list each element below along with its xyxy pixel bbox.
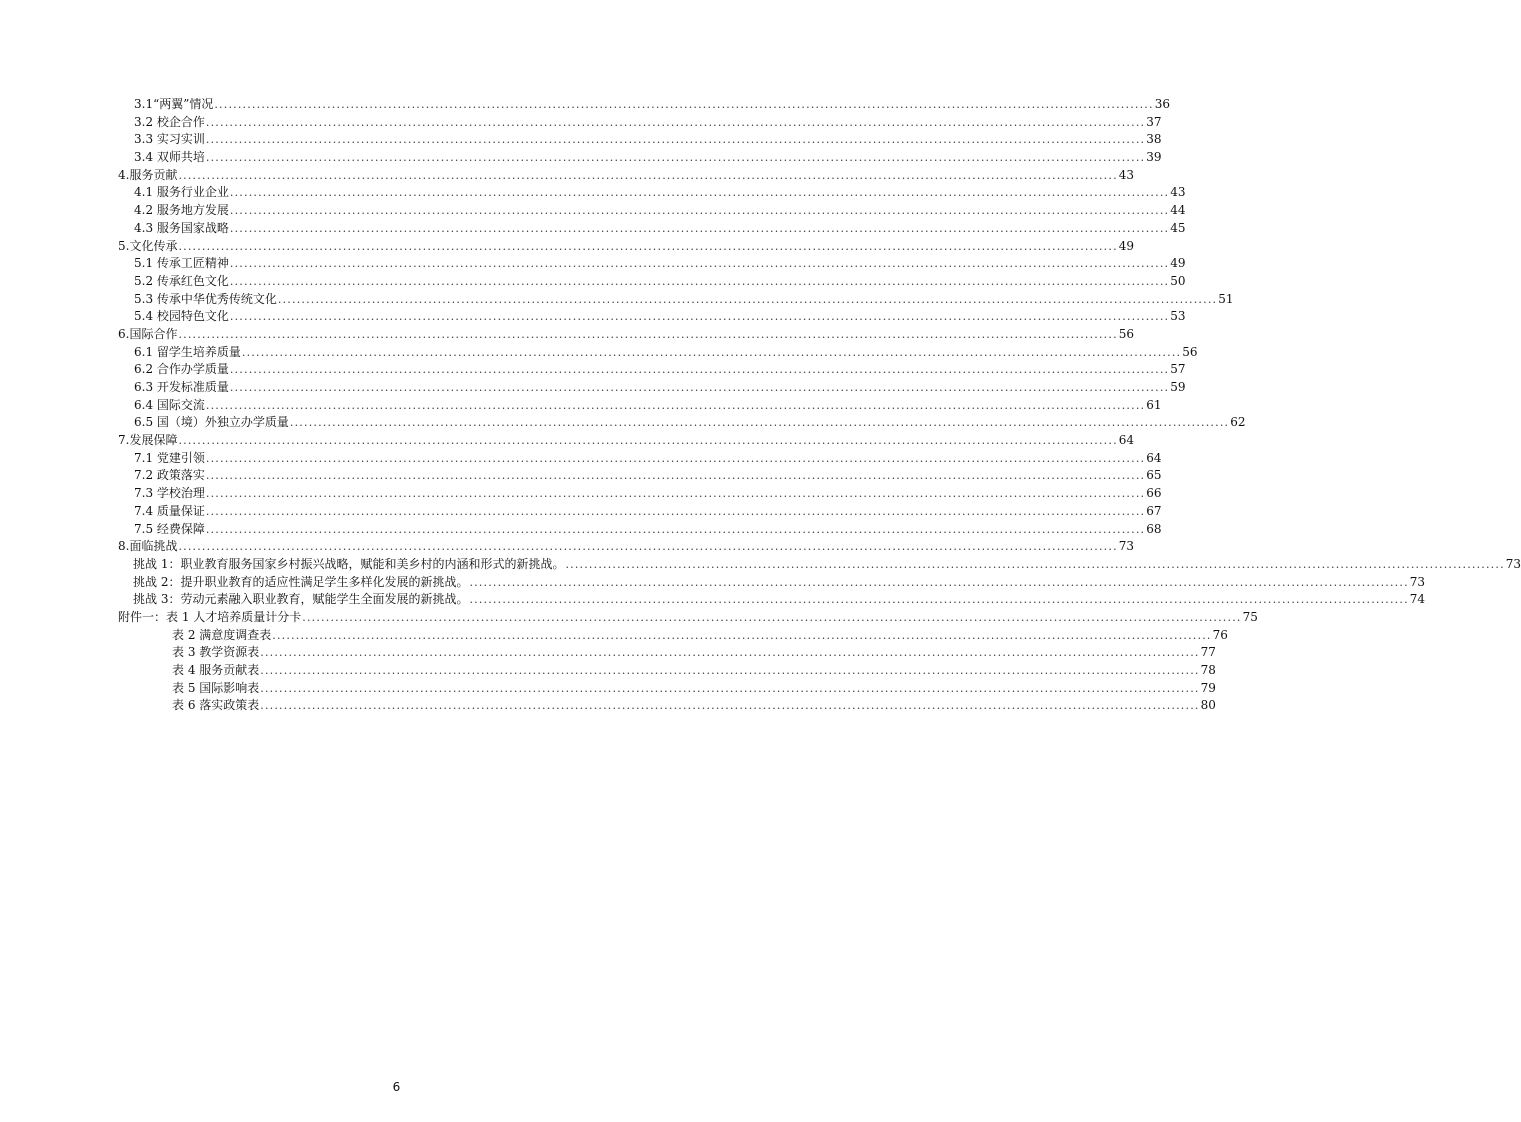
toc-leader-dots: ........................................................................................................................................................................................................: [260, 699, 1200, 713]
toc-entry-page: 79: [1200, 680, 1216, 695]
toc-entry-page: 65: [1146, 468, 1162, 483]
toc-entry-page: 38: [1146, 132, 1162, 147]
toc-entry-page: 57: [1170, 362, 1186, 377]
toc-entry[interactable]: [118, 114, 1162, 132]
toc-entry[interactable]: [118, 308, 1186, 326]
toc-entry-page: 45: [1170, 220, 1186, 235]
toc-entry-title: 挑战 3：劳动元素融入职业教育，赋能学生全面发展的新挑战。: [133, 592, 469, 607]
toc-leader-dots: ........................................................................................................................................................................................................: [277, 292, 1218, 306]
toc-entry[interactable]: [118, 485, 1162, 503]
toc-entry-page: 68: [1146, 521, 1162, 536]
toc-leader-dots: ........................................................................................................................................................................................................: [205, 451, 1146, 465]
toc-leader-dots: ........................................................................................................................................................................................................: [178, 540, 1118, 554]
toc-leader-dots: ........................................................................................................................................................................................................: [260, 664, 1200, 677]
toc-entry-page: 56: [1118, 326, 1135, 341]
toc-entry-title: 7.1 党建引领: [134, 450, 205, 465]
toc-entry-title: 挑战 1：职业教育服务国家乡村振兴战略，赋能和美乡村的内涵和形式的新挑战。: [133, 556, 565, 571]
toc-entry[interactable]: [118, 184, 1186, 202]
toc-entry-title: 4.2 服务地方发展: [134, 203, 229, 218]
toc-leader-dots: ........................................................................................................................................................................................................: [205, 115, 1146, 129]
toc-leader-dots: ........................................................................................................................................................................................................: [469, 575, 1409, 589]
table-of-contents: [118, 96, 1521, 715]
toc-entry[interactable]: [118, 450, 1162, 468]
toc-leader-dots: ........................................................................................................................................................................................................: [565, 557, 1505, 571]
toc-entry[interactable]: [118, 202, 1186, 220]
toc-entry-title: 表 5 国际影响表: [172, 680, 260, 695]
toc-entry-page: 80: [1200, 698, 1216, 713]
toc-entry-page: 78: [1200, 663, 1216, 677]
toc-entry[interactable]: [118, 680, 1216, 698]
toc-leader-dots: ........................................................................................................................................................................................................: [205, 504, 1146, 518]
toc-entry[interactable]: [118, 131, 1162, 149]
toc-entry-title: 挑战 2：提升职业教育的适应性满足学生多样化发展的新挑战。: [133, 574, 469, 589]
toc-entry[interactable]: [118, 627, 1228, 645]
toc-entry-title: 6.4 国际交流: [134, 397, 205, 412]
toc-entry-title: 7.5 经费保障: [134, 521, 205, 536]
toc-leader-dots: ........................................................................................................................................................................................................: [229, 204, 1170, 218]
toc-entry[interactable]: [118, 521, 1162, 539]
toc-entry-page: 73: [1409, 574, 1426, 589]
toc-entry[interactable]: [118, 167, 1135, 185]
toc-entry-page: 43: [1118, 167, 1135, 182]
toc-entry-title: 6.2 合作办学质量: [134, 362, 229, 377]
toc-entry[interactable]: [118, 273, 1186, 291]
toc-entry[interactable]: [118, 503, 1162, 521]
toc-entry[interactable]: [118, 662, 1216, 680]
toc-leader-dots: ........................................................................................................................................................................................................: [229, 310, 1170, 324]
toc-leader-dots: ........................................................................................................................................................................................................: [229, 381, 1170, 394]
toc-entry-title: 8.面临挑战: [118, 539, 178, 554]
toc-entry-page: 43: [1170, 185, 1186, 200]
toc-entry-title: 3.1“两翼”情况: [134, 97, 214, 111]
toc-leader-dots: ........................................................................................................................................................................................................: [178, 434, 1118, 448]
toc-leader-dots: ........................................................................................................................................................................................................: [241, 345, 1182, 359]
toc-leader-dots: ........................................................................................................................................................................................................: [205, 487, 1146, 501]
toc-entry-page: 51: [1218, 291, 1234, 306]
toc-leader-dots: ........................................................................................................................................................................................................: [205, 398, 1146, 412]
toc-entry-page: 49: [1118, 238, 1135, 253]
toc-entry-title: 表 3 教学资源表: [172, 645, 260, 660]
toc-entry[interactable]: [118, 644, 1216, 662]
toc-entry-title: 4.1 服务行业企业: [134, 185, 229, 200]
toc-entry-title: 6.1 留学生培养质量: [134, 344, 241, 359]
toc-entry[interactable]: [118, 149, 1162, 167]
toc-leader-dots: ........................................................................................................................................................................................................: [205, 522, 1146, 536]
toc-entry[interactable]: [118, 255, 1186, 273]
toc-entry-page: 53: [1170, 309, 1186, 324]
toc-entry-title: 7.3 学校治理: [134, 486, 205, 501]
toc-entry-page: 56: [1182, 344, 1198, 359]
toc-leader-dots: ........................................................................................................................................................................................................: [178, 239, 1118, 253]
toc-leader-dots: ........................................................................................................................................................................................................: [260, 646, 1200, 660]
toc-entry-page: 59: [1170, 380, 1186, 394]
toc-entry[interactable]: [118, 96, 1170, 114]
toc-leader-dots: ........................................................................................................................................................................................................: [229, 363, 1170, 377]
toc-entry-title: 5.3 传承中华优秀传统文化: [134, 291, 277, 306]
toc-entry-page: 66: [1146, 486, 1162, 501]
toc-entry-page: 61: [1146, 397, 1162, 412]
toc-entry-title: 5.文化传承: [118, 238, 178, 253]
toc-entry[interactable]: [118, 609, 1258, 627]
toc-entry[interactable]: [118, 326, 1135, 344]
toc-entry-page: 50: [1170, 273, 1186, 288]
toc-entry-page: 64: [1118, 433, 1135, 448]
toc-entry-title: 3.2 校企合作: [134, 114, 205, 129]
toc-entry[interactable]: [118, 538, 1135, 556]
toc-entry-title: 表 6 落实政策表: [172, 698, 260, 713]
toc-entry-page: 39: [1146, 150, 1162, 165]
toc-leader-dots: ........................................................................................................................................................................................................: [229, 221, 1170, 235]
toc-entry-title: 6.国际合作: [118, 326, 178, 341]
toc-leader-dots: ........................................................................................................................................................................................................: [302, 610, 1242, 624]
toc-entry-title: 7.2 政策落实: [134, 468, 205, 483]
toc-leader-dots: ........................................................................................................................................................................................................: [469, 593, 1409, 607]
toc-leader-dots: ........................................................................................................................................................................................................: [272, 628, 1212, 642]
toc-entry-title: 6.5 国（境）外独立办学质量: [134, 415, 289, 430]
toc-leader-dots: ........................................................................................................................................................................................................: [205, 133, 1146, 147]
toc-entry-title: 表 4 服务贡献表: [172, 663, 260, 677]
toc-entry-title: 5.2 传承红色文化: [134, 273, 229, 288]
toc-entry-title: 表 2 满意度调查表: [172, 627, 272, 642]
toc-entry-title: 4.服务贡献: [118, 167, 178, 182]
toc-entry[interactable]: [118, 361, 1186, 379]
toc-leader-dots: ........................................................................................................................................................................................................: [214, 98, 1154, 111]
toc-leader-dots: ........................................................................................................................................................................................................: [178, 168, 1118, 182]
toc-entry-title: 3.4 双师共培: [134, 150, 205, 165]
toc-entry[interactable]: [118, 238, 1135, 256]
toc-entry[interactable]: [118, 397, 1162, 415]
toc-entry[interactable]: [118, 432, 1135, 450]
toc-entry-page: 75: [1242, 609, 1258, 624]
toc-entry[interactable]: [118, 344, 1198, 362]
toc-entry-page: 76: [1212, 627, 1228, 642]
toc-entry-page: 64: [1146, 450, 1162, 465]
toc-entry-page: 74: [1409, 592, 1426, 607]
toc-entry[interactable]: [118, 574, 1426, 592]
toc-leader-dots: ........................................................................................................................................................................................................: [260, 681, 1200, 695]
toc-entry-page: 44: [1170, 203, 1186, 218]
toc-entry[interactable]: [118, 414, 1246, 432]
toc-entry-page: 62: [1230, 415, 1246, 430]
toc-entry-page: 67: [1146, 503, 1162, 518]
toc-entry-page: 49: [1170, 256, 1186, 271]
toc-entry-title: 3.3 实习实训: [134, 132, 205, 147]
toc-entry[interactable]: [118, 467, 1162, 485]
toc-entry[interactable]: [118, 220, 1186, 238]
toc-entry-title: 7.发展保障: [118, 433, 178, 448]
toc-entry-title: 附件一：表 1 人才培养质量计分卡: [118, 609, 302, 624]
toc-entry-page: 37: [1146, 114, 1162, 129]
toc-entry-page: 73: [1505, 556, 1521, 571]
toc-entry-title: 5.4 校园特色文化: [134, 309, 229, 324]
toc-leader-dots: ........................................................................................................................................................................................................: [229, 274, 1170, 288]
toc-leader-dots: ........................................................................................................................................................................................................: [205, 469, 1146, 483]
toc-entry[interactable]: [118, 556, 1521, 574]
toc-leader-dots: ........................................................................................................................................................................................................: [229, 186, 1170, 200]
toc-entry-title: 7.4 质量保证: [134, 503, 205, 518]
toc-entry[interactable]: [118, 591, 1426, 609]
toc-leader-dots: ........................................................................................................................................................................................................: [178, 327, 1118, 341]
toc-entry-title: 4.3 服务国家战略: [134, 220, 229, 235]
toc-entry-title: 6.3 开发标准质量: [134, 380, 229, 394]
toc-leader-dots: ........................................................................................................................................................................................................: [289, 416, 1230, 430]
toc-entry[interactable]: [118, 697, 1216, 715]
toc-entry-page: 73: [1118, 539, 1135, 554]
toc-entry[interactable]: [118, 379, 1186, 397]
toc-leader-dots: ........................................................................................................................................................................................................: [205, 151, 1146, 165]
toc-leader-dots: ........................................................................................................................................................................................................: [229, 257, 1170, 271]
toc-entry-page: 77: [1200, 645, 1216, 660]
page-number: 6: [392, 1080, 401, 1094]
toc-entry[interactable]: [118, 291, 1234, 309]
toc-entry-page: 36: [1154, 97, 1170, 111]
toc-entry-title: 5.1 传承工匠精神: [134, 256, 229, 271]
